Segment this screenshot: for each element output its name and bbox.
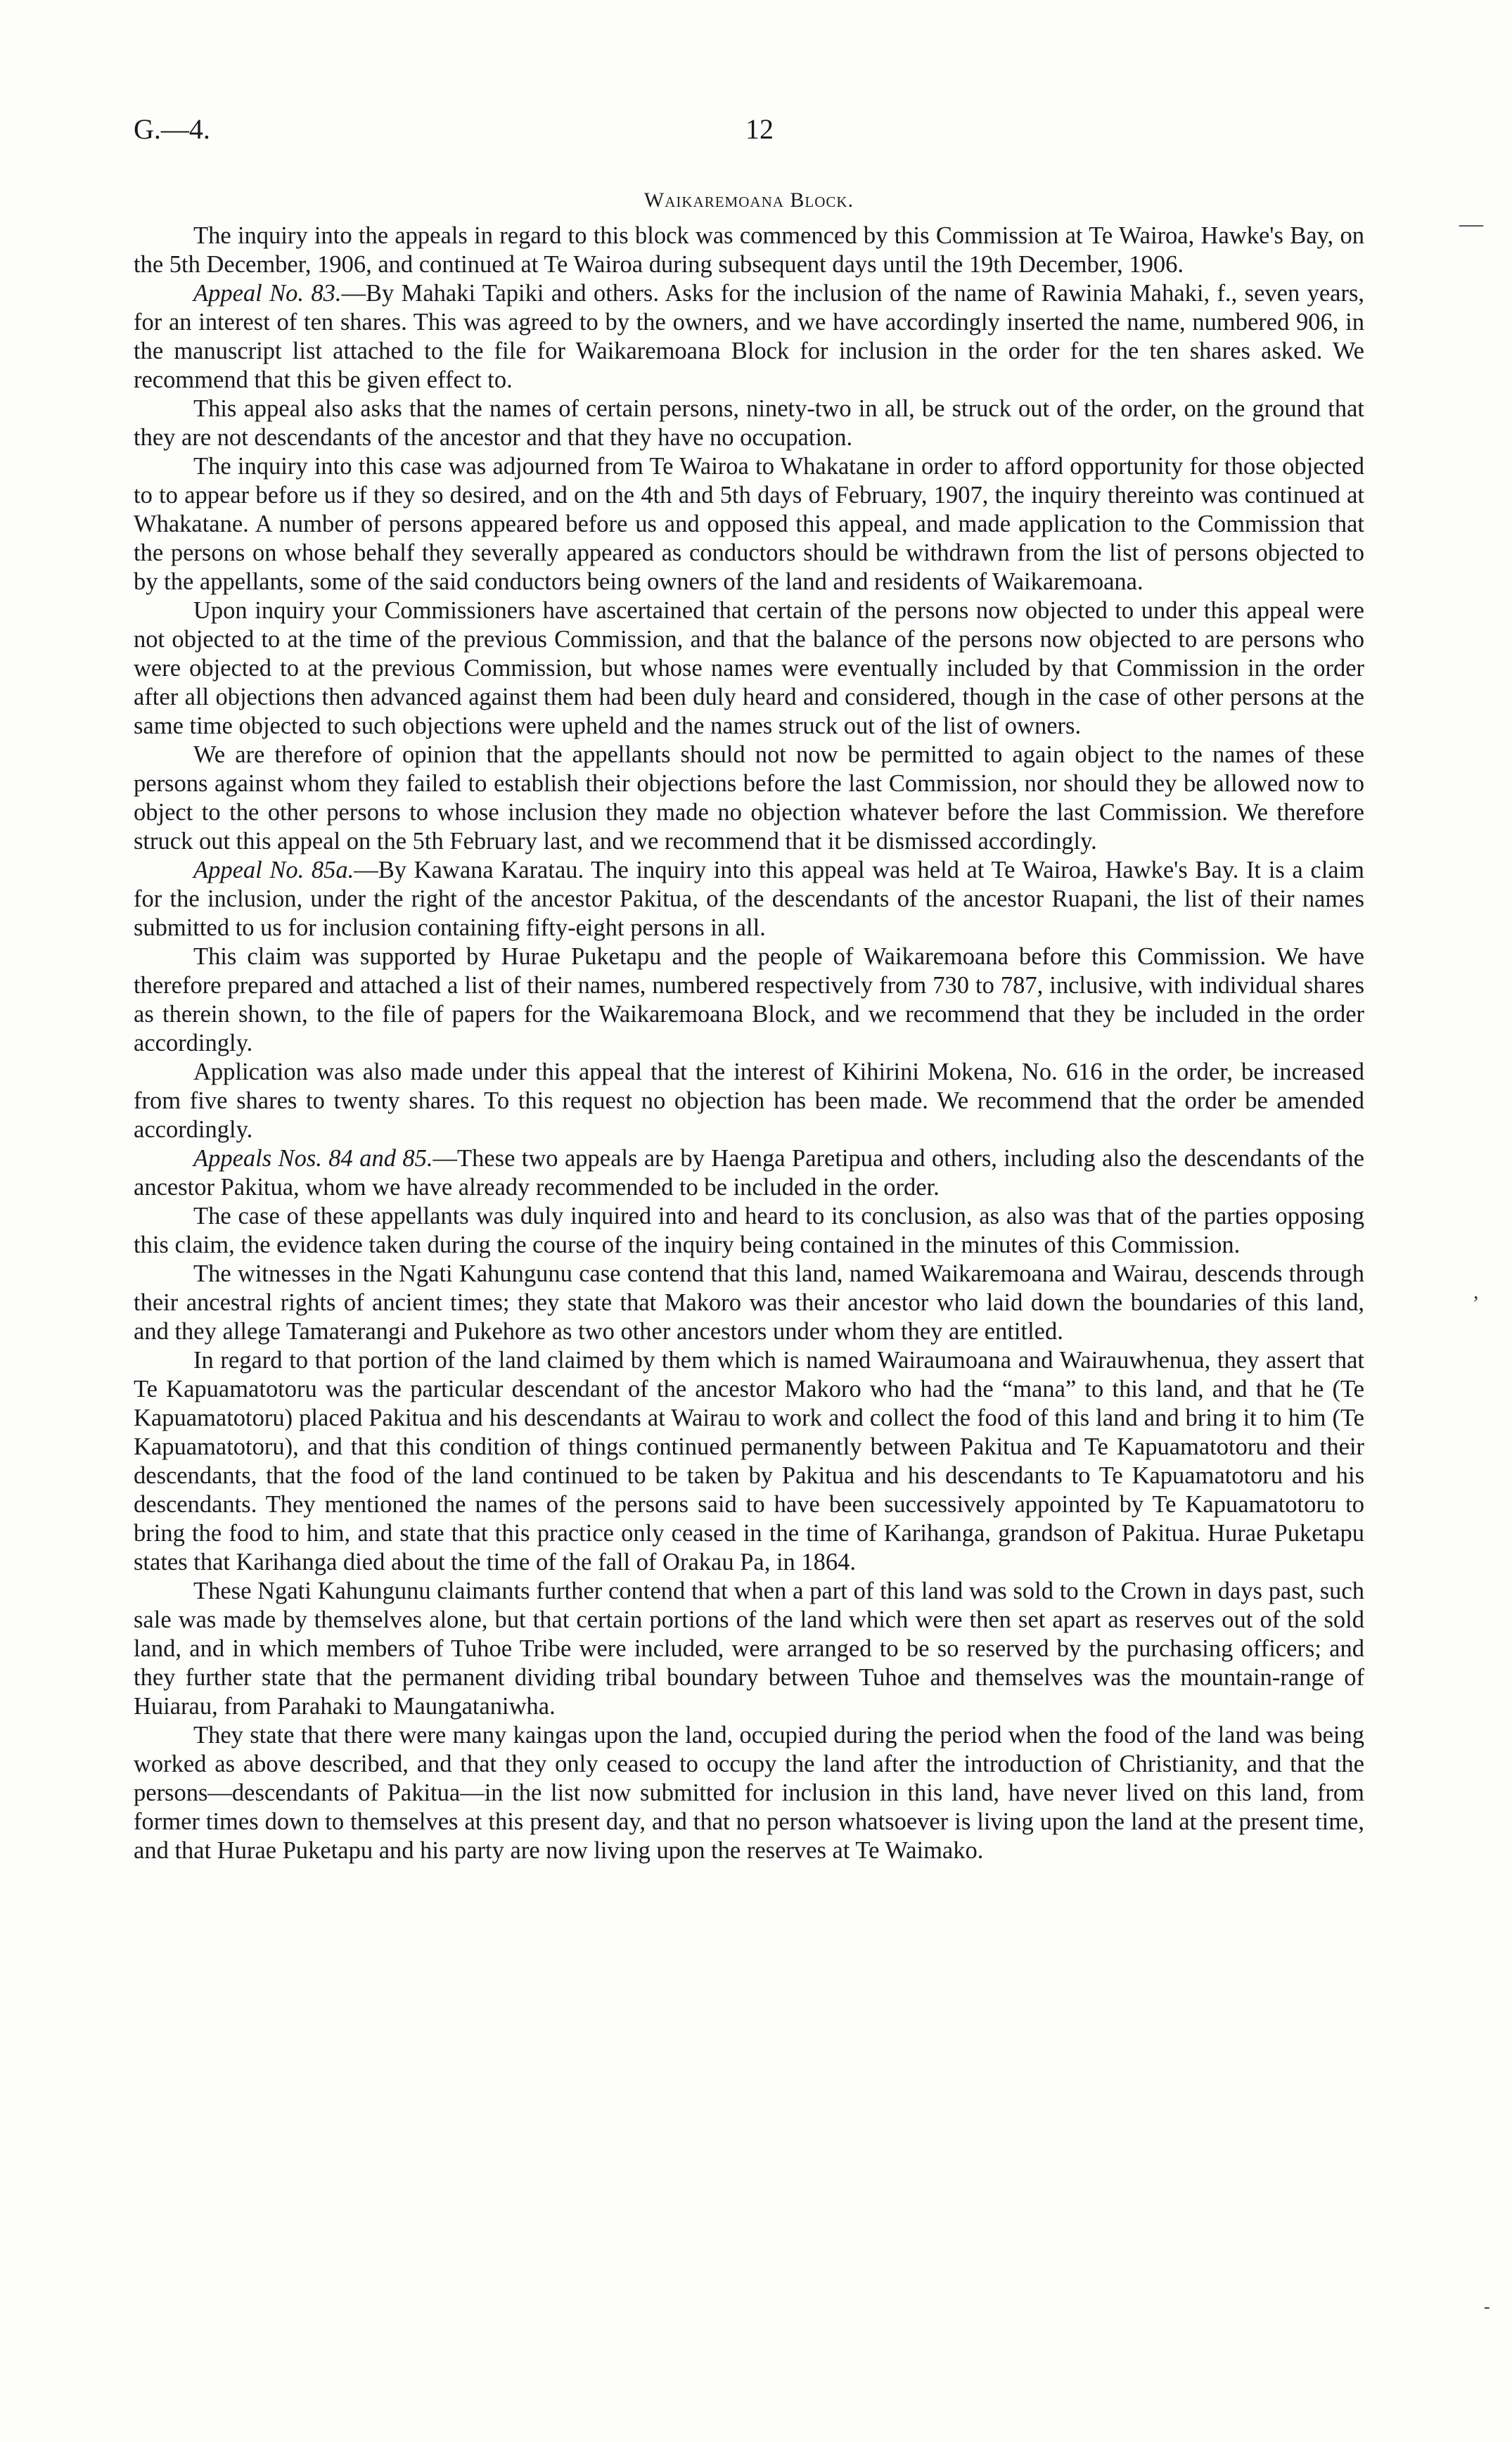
- paragraph-text: The case of these appellants was duly inquired into and heard to its conclusion, as also was that of the parties opposing this claim, the evidence taken during the course of the inquiry being contained in the minutes of this Commission.: [134, 1203, 1364, 1258]
- paragraph-text: This appeal also asks that the names of certain persons, ninety-two in all, be struck out of the order, on the ground that they are not descendants of the ancestor and that they have no occupation.: [134, 395, 1364, 451]
- paragraph-text: —By Mahaki Tapiki and others. Asks for the inclusion of the name of Rawinia Mahaki, f., seven years, for an interest of ten shares. This was agreed to by the owners, and we have accordingly inserted the name, numbered 906, in the manuscript list attached to the file for Waikaremoana Block for inclusion in the order for the ten shares asked. We recommend that this be given effect to.: [134, 280, 1365, 393]
- margin-comma-mark: ,: [1473, 1280, 1479, 1303]
- paragraph-text: In regard to that portion of the land claimed by them which is named Wairaumoana and Wairauwhenua, they assert that Te Kapuamatotoru was the particular descendant of the ancestor Makoro who had the “mana” to this land, and that he (Te Kapuamatotoru) placed Pakitua and his descendants at Wairau to work and collect the food of this land and bring it to him (Te Kapuamatotoru), and that this condition of things continued permanently between Pakitua and Te Kapuamatotoru and their descendants, that the food of the land continued to be taken by Pakitua and his descendants to Te Kapuamatotoru and his descendants. They mentioned the names of the persons said to have been successively appointed by Te Kapuamatotoru to bring the food to him, and state that this practice only ceased in the time of Karihanga, grandson of Pakitua. Hurae Puketapu states that Karihanga died about the time of the fall of Orakau Pa, in 1864.: [134, 1347, 1364, 1575]
- paragraph-text: They state that there were many kaingas upon the land, occupied during the period when the food of the land was being worked as above described, and that they only ceased to occupy the land after the introduction of Christianity, and that the persons—descendants of Pakitua—in the list now submitted for inclusion in this land, have never lived on this land, from former times down to themselves at this present day, and that no person whatsoever is living upon the land at the present time, and that Hurae Puketapu and his party are now living upon the reserves at Te Waimako.: [134, 1722, 1364, 1864]
- paragraph-lead: Appeal No. 85a.: [193, 857, 354, 883]
- page-header: [134, 113, 1378, 155]
- page-number: 12: [745, 113, 774, 145]
- paragraph-text: The witnesses in the Ngati Kahungunu case contend that this land, named Waikaremoana and Wairau, descends through their ancestral rights of ancient times; they state that Makoro was their ancestor who laid down the boundaries of this land, and they allege Tamaterangi and Pukehore as two other ancestors under whom they are entitled.: [134, 1260, 1364, 1345]
- paragraph-lead: Appeal No. 83.: [193, 280, 342, 307]
- paragraph: [134, 279, 1364, 395]
- document-code: G.—4.: [134, 113, 210, 145]
- paragraph: [134, 222, 1364, 279]
- paragraph-text: —These two appeals are by Haenga Paretipua and others, including also the descendants of the ancestor Pakitua, whom we have already recommended to be included in the order.: [134, 1145, 1364, 1201]
- paragraph: [134, 1144, 1364, 1202]
- paragraph: [134, 856, 1364, 942]
- paragraph-text: Application was also made under this appeal that the interest of Kihirini Mokena, No. 616 in the order, be increased from five shares to twenty shares. To this request no objection has been made. We recommend that the order be amended accordingly.: [134, 1059, 1364, 1143]
- paragraph-text: The inquiry into the appeals in regard to this block was commenced by this Commission at Te Wairoa, Hawke's Bay, on the 5th December, 1906, and continued at Te Wairoa during subsequent days until the 19th December, 1906.: [134, 222, 1364, 278]
- paragraph: [134, 1260, 1364, 1346]
- paragraph: [134, 1721, 1364, 1865]
- document-body: [134, 186, 1364, 1865]
- paragraph: [134, 1058, 1364, 1144]
- paragraph: [134, 1346, 1364, 1577]
- margin-tick-mark: -: [1484, 2296, 1490, 2317]
- paragraph-text: The inquiry into this case was adjourned from Te Wairoa to Whakatane in order to afford opportunity for those objected to to appear before us if they so desired, and on the 4th and 5th days of February, 1907, the inquiry thereinto was continued at Whakatane. A number of persons appeared before us and opposed this appeal, and made application to the Commission that the persons on whose behalf they severally appeared as conductors should be withdrawn from the list of persons objected to by the appellants, some of the said conductors being owners of the land and residents of Waikaremoana.: [134, 453, 1364, 595]
- paragraph-text: These Ngati Kahungunu claimants further contend that when a part of this land was sold to the Crown in days past, such sale was made by themselves alone, but that certain portions of the land which were then set apart as reserves out of the sold land, and in which members of Tuhoe Tribe were included, were arranged to be so reserved by the purchasing officers; and they further state that the permanent dividing tribal boundary between Tuhoe and themselves was the mountain-range of Huiarau, from Parahaki to Maungataniwha.: [134, 1578, 1364, 1720]
- paragraph: [134, 1577, 1364, 1721]
- paragraph: [134, 1202, 1364, 1260]
- paragraph-text: This claim was supported by Hurae Puketapu and the people of Waikaremoana before this Commission. We have therefore prepared and attached a list of their names, numbered respectively from 730 to 787, inclusive, with individual shares as therein shown, to the file of papers for the Waikaremoana Block, and we recommend that they be included in the order accordingly.: [134, 943, 1364, 1056]
- paragraph: [134, 596, 1364, 741]
- paragraph-lead: Appeals Nos. 84 and 85.: [193, 1145, 433, 1172]
- section-title: Waikaremoana Block.: [643, 188, 854, 212]
- paragraph: [134, 395, 1364, 452]
- paragraph-text: —By Kawana Karatau. The inquiry into this appeal was held at Te Wairoa, Hawke's Bay. It is a claim for the inclusion, under the right of the ancestor Pakitua, of the descendants of the ancestor Ruapani, the list of their names submitted to us for inclusion containing fifty-eight persons in all.: [134, 857, 1365, 941]
- paragraph-text: We are therefore of opinion that the appellants should not now be permitted to again object to the names of these persons against whom they failed to establish their objections before the last Commission, nor should they be allowed now to object to the other persons to whose inclusion they made no objection whatever before the last Commission. We therefore struck out this appeal on the 5th February last, and we recommend that it be dismissed accordingly.: [134, 741, 1364, 855]
- paragraph: [134, 942, 1364, 1058]
- paragraph: [134, 452, 1364, 596]
- paragraph-text: Upon inquiry your Commissioners have ascertained that certain of the persons now objected to under this appeal were not objected to at the time of the previous Commission, and that the balance of the persons now objected to are persons who were objected to at the previous Commission, but whose names were eventually included by that Commission in the order after all objections then advanced against them had been duly heard and considered, though in the case of other persons at the same time objected to such objections were upheld and the names struck out of the list of owners.: [134, 597, 1364, 739]
- paragraph: [134, 741, 1364, 856]
- margin-dash-mark: —: [1459, 211, 1483, 237]
